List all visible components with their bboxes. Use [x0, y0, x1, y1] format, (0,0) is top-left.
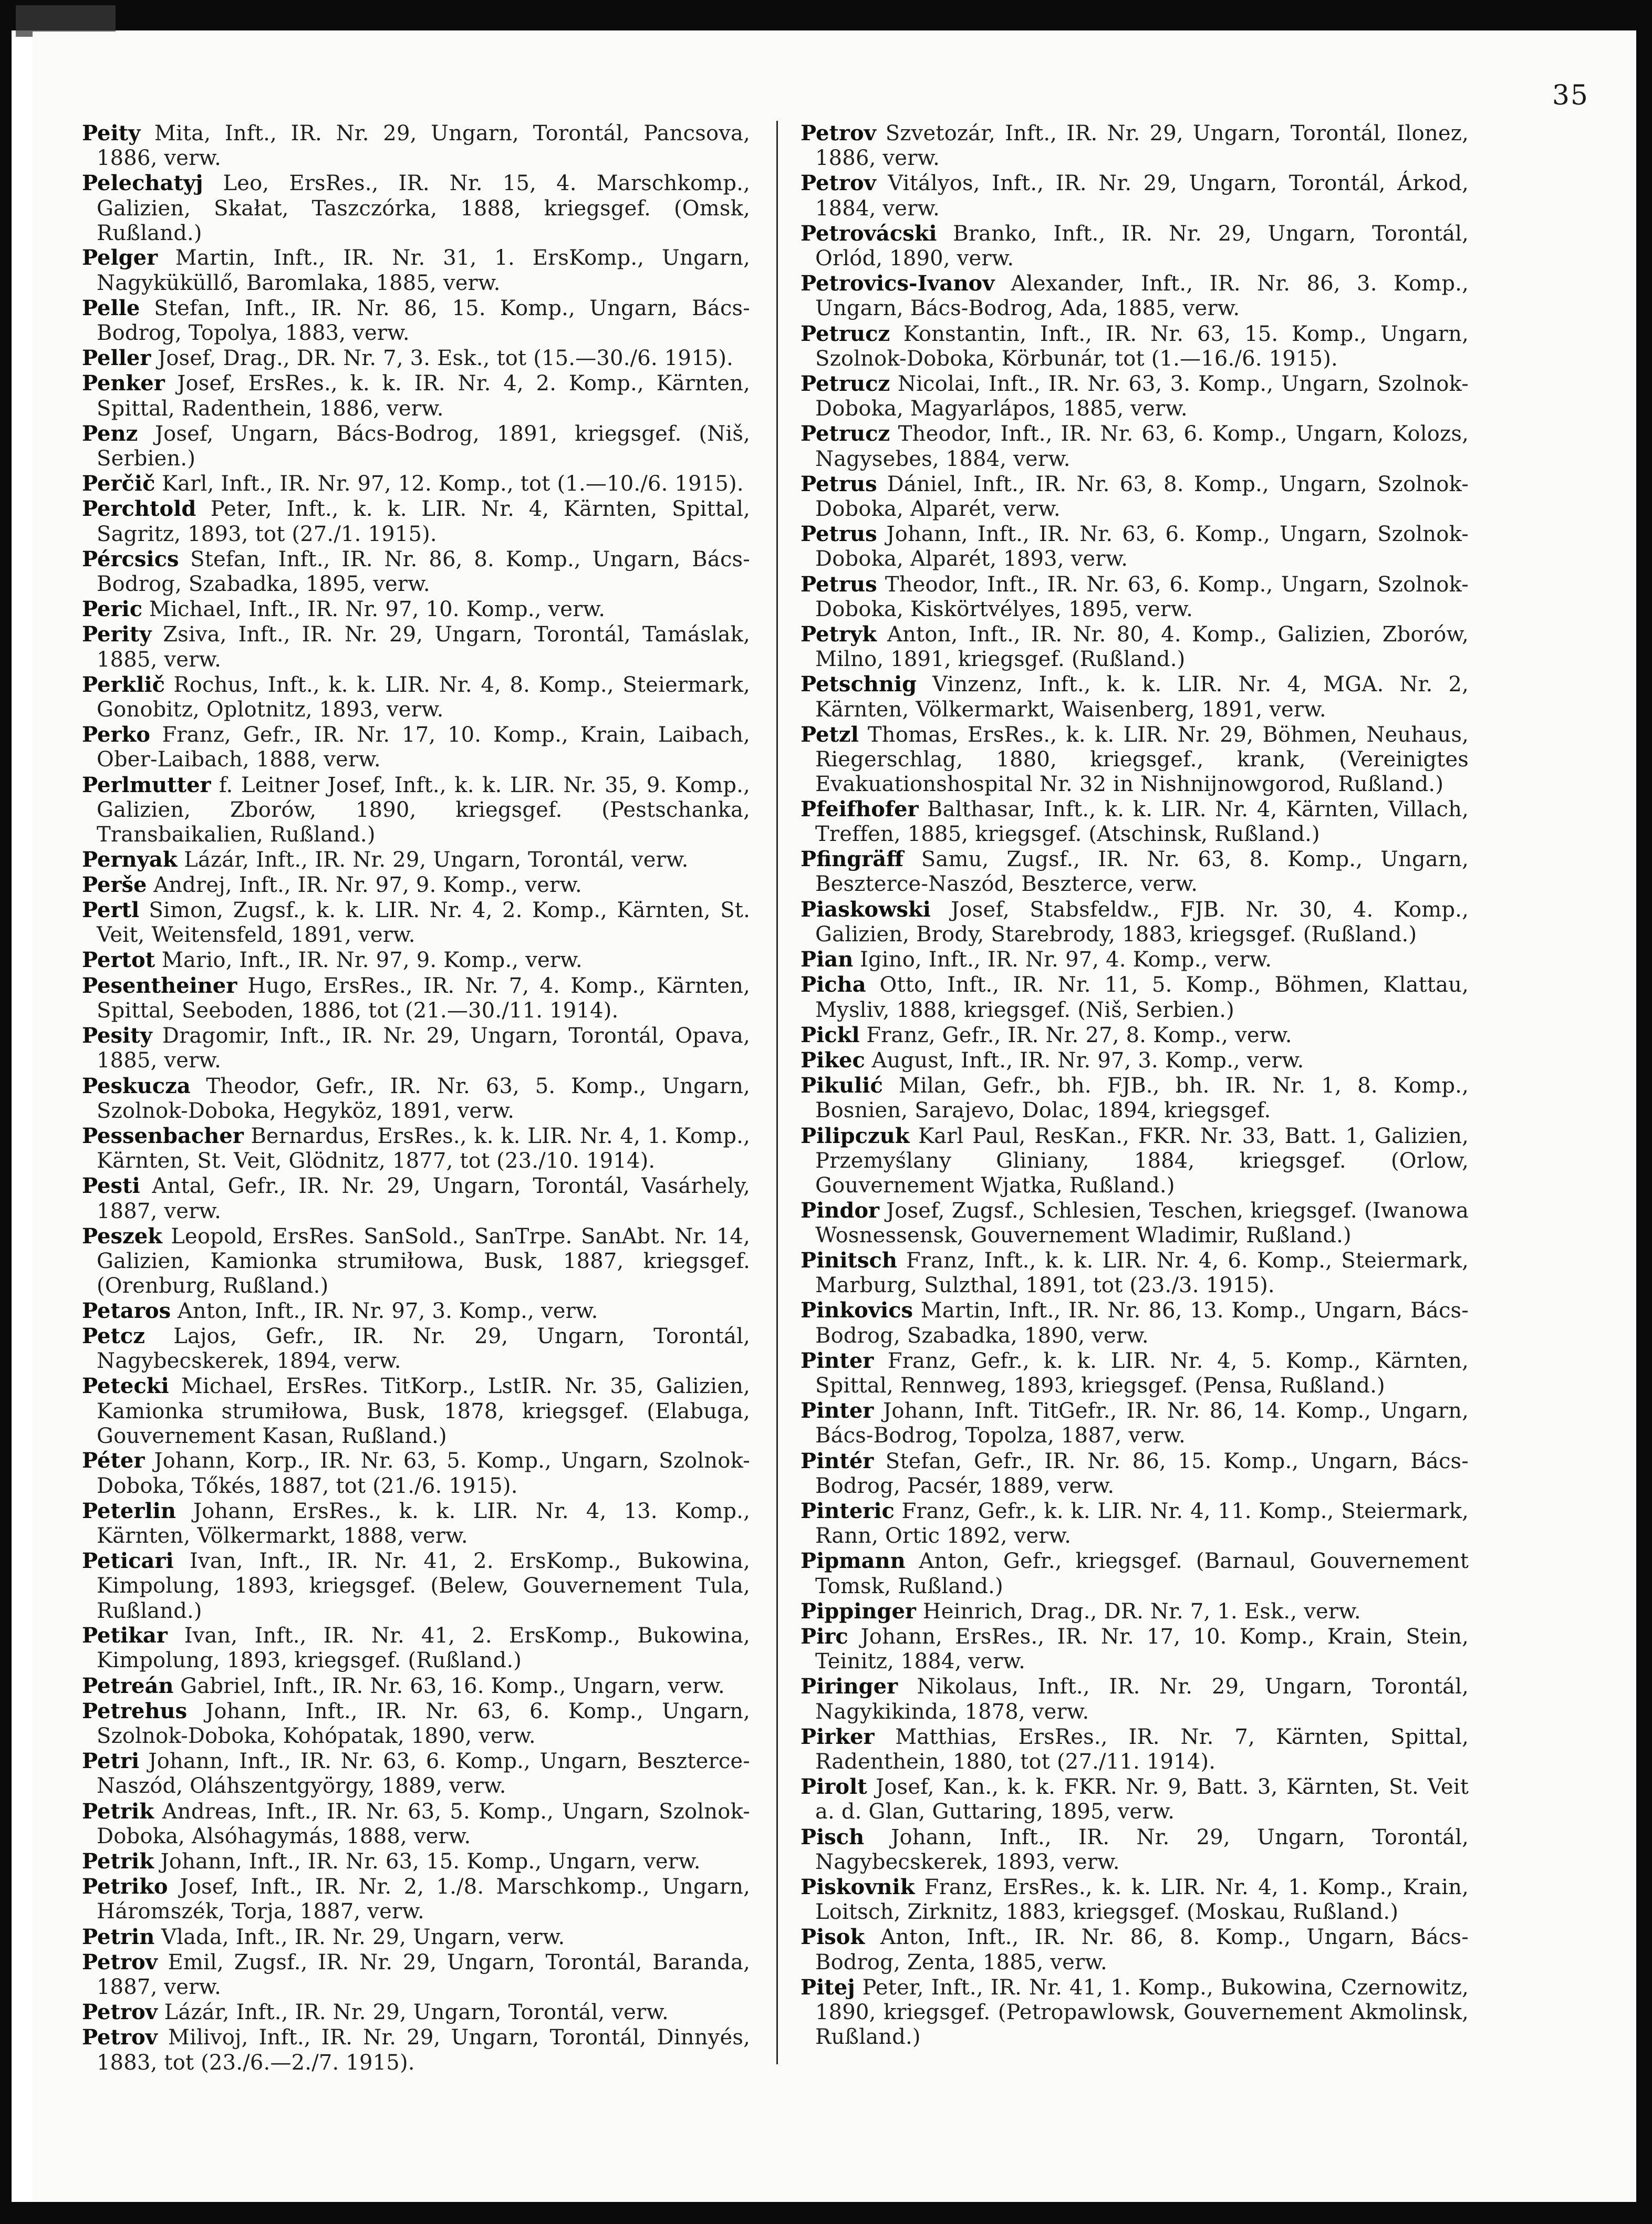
entry-surname: Pesentheiner	[82, 973, 237, 998]
document-page	[33, 32, 1636, 2202]
entry-surname: Petrin	[82, 1924, 155, 1949]
entry-surname: Petryk	[801, 622, 877, 647]
entry-surname: Perše	[82, 872, 147, 897]
entry-details: Peter, Inft., k. k. LIR. Nr. 4, Kärnten, Spittal, Sagritz, 1893, tot (27./1. 1915).	[97, 497, 750, 546]
entry-surname: Petrehus	[82, 1698, 188, 1723]
list-entry	[801, 672, 1469, 722]
entry-surname: Petrovics-Ivanov	[801, 271, 995, 296]
list-entry	[82, 1623, 750, 1673]
entry-surname: Pian	[801, 947, 854, 972]
entry-details: Josef, Ungarn, Bács-Bodrog, 1891, kriegsgef. (Niš, Serbien.)	[97, 421, 750, 471]
list-entry	[82, 1874, 750, 1924]
entry-surname: Pelger	[82, 245, 158, 271]
entry-details: Otto, Inft., IR. Nr. 11, 5. Komp., Böhmen, Klattau, Mysliv, 1888, kriegsgef. (Niš, Serbien.)	[815, 973, 1469, 1022]
list-entry	[801, 1398, 1469, 1448]
list-entry	[82, 1374, 750, 1448]
entry-details: f. Leitner Josef, Inft., k. k. LIR. Nr. 35, 9. Komp., Galizien, Zborów, 1890, kriegsgef. (Pestschanka, Transbaikalien, Rußland.)	[97, 773, 750, 847]
list-entry	[82, 773, 750, 847]
list-entry	[82, 496, 750, 546]
entry-details: Stefan, Inft., IR. Nr. 86, 8. Komp., Ungarn, Bács-Bodrog, Szabadka, 1895, verw.	[97, 547, 750, 597]
entry-details: Martin, Inft., IR. Nr. 86, 13. Komp., Ungarn, Bács-Bodrog, Szabadka, 1890, verw.	[815, 1298, 1469, 1348]
entry-surname: Pinter	[801, 1398, 874, 1423]
entry-details: Franz, Gefr., IR. Nr. 27, 8. Komp., verw.	[866, 1023, 1292, 1047]
entry-details: Franz, Gefr., k. k. LIR. Nr. 4, 5. Komp., Kärnten, Spittal, Rennweg, 1893, kriegsgef. (Pensa, Rußland.)	[815, 1348, 1469, 1398]
page-number: 35	[1552, 80, 1589, 111]
entry-surname: Piaskowski	[801, 897, 931, 922]
list-entry	[801, 1624, 1469, 1674]
entry-surname: Petrucz	[801, 371, 890, 397]
entry-surname: Perko	[82, 722, 150, 747]
entry-surname: Pfeifhofer	[801, 796, 919, 822]
entry-surname: Pisch	[801, 1824, 865, 1849]
list-entry	[801, 972, 1469, 1022]
entry-details: Johann, Inft., IR. Nr. 29, Ungarn, Torontál, Nagybecskerek, 1893, verw.	[815, 1825, 1469, 1874]
entry-details: Hugo, ErsRes., IR. Nr. 7, 4. Komp., Kärnten, Spittal, Seeboden, 1886, tot (21.—30./11. 1914).	[97, 973, 750, 1023]
entry-surname: Pesity	[82, 1023, 152, 1048]
list-entry	[82, 1298, 750, 1324]
entry-surname: Petrus	[801, 522, 877, 547]
entry-details: Heinrich, Drag., DR. Nr. 7, 1. Esk., verw.	[922, 1599, 1361, 1624]
list-entry	[82, 1699, 750, 1749]
list-entry	[82, 171, 750, 245]
entry-details: Vitályos, Inft., IR. Nr. 29, Ungarn, Torontál, Árkod, 1884, verw.	[815, 171, 1469, 221]
entry-surname: Petrik	[82, 1799, 154, 1824]
entry-surname: Pirc	[801, 1624, 848, 1649]
list-entry	[82, 2000, 750, 2025]
entry-details: Anton, Gefr., kriegsgef. (Barnaul, Gouvernement Tomsk, Rußland.)	[815, 1549, 1469, 1598]
list-entry	[801, 622, 1469, 672]
entry-details: Martin, Inft., IR. Nr. 31, 1. ErsKomp., Ungarn, Nagyküküllő, Baromlaka, 1885, verw.	[97, 246, 750, 295]
entry-surname: Petrovácski	[801, 221, 937, 246]
entry-details: Milan, Gefr., bh. FJB., bh. IR. Nr. 1, 8. Komp., Bosnien, Sarajevo, Dolac, 1894, kriegsgef.	[815, 1074, 1469, 1123]
entry-details: Johann, Inft., IR. Nr. 63, 6. Komp., Ungarn, Szolnok-Doboka, Kohópatak, 1890, verw.	[97, 1699, 750, 1748]
list-entry	[801, 1499, 1469, 1549]
list-entry	[82, 296, 750, 346]
left-column	[82, 121, 750, 2075]
entry-details: Ivan, Inft., IR. Nr. 41, 2. ErsKomp., Bukowina, Kimpolung, 1893, kriegsgef. (Belew, Gouvernement Tula, Rußland.)	[97, 1549, 750, 1623]
entry-details: Anton, Inft., IR. Nr. 80, 4. Komp., Galizien, Zborów, Milno, 1891, kriegsgef. (Rußland.)	[815, 622, 1469, 672]
entry-details: Nicolai, Inft., IR. Nr. 63, 3. Komp., Ungarn, Szolnok-Doboka, Magyarlápos, 1885, verw.	[815, 372, 1469, 421]
list-entry	[801, 1549, 1469, 1598]
list-entry	[801, 1298, 1469, 1348]
entry-details: Josef, ErsRes., k. k. IR. Nr. 4, 2. Komp., Kärnten, Spittal, Radenthein, 1886, verw.	[97, 371, 750, 421]
entry-details: Szvetozár, Inft., IR. Nr. 29, Ungarn, Torontál, Ilonez, 1886, verw.	[815, 121, 1469, 171]
list-entry	[801, 1198, 1469, 1248]
entry-details: Theodor, Gefr., IR. Nr. 63, 5. Komp., Ungarn, Szolnok-Doboka, Hegyköz, 1891, verw.	[97, 1074, 750, 1123]
entry-surname: Pelechatyj	[82, 171, 203, 196]
entry-details: Mita, Inft., IR. Nr. 29, Ungarn, Torontál, Pancsova, 1886, verw.	[97, 121, 750, 171]
list-entry	[82, 1324, 750, 1374]
list-entry	[82, 471, 750, 496]
list-entry	[82, 346, 750, 371]
entry-details: Josef, Inft., IR. Nr. 2, 1./8. Marschkomp., Ungarn, Háromszék, Torja, 1887, verw.	[97, 1875, 750, 1924]
entry-details: Dragomir, Inft., IR. Nr. 29, Ungarn, Torontál, Opava, 1885, verw.	[97, 1024, 750, 1073]
entry-surname: Pfingräff	[801, 847, 904, 872]
list-entry	[801, 1048, 1469, 1073]
entry-surname: Petri	[82, 1749, 140, 1774]
list-entry	[82, 1749, 750, 1799]
entry-surname: Peterlin	[82, 1498, 176, 1523]
entry-details: Rochus, Inft., k. k. LIR. Nr. 4, 8. Komp., Steiermark, Gonobitz, Oplotnitz, 1893, verw.	[97, 672, 750, 722]
list-entry	[82, 1549, 750, 1623]
entry-details: Stefan, Inft., IR. Nr. 86, 15. Komp., Ungarn, Bács-Bodrog, Topolya, 1883, verw.	[97, 296, 750, 346]
entry-surname: Pertot	[82, 948, 155, 973]
list-entry	[801, 897, 1469, 947]
entry-surname: Petschnig	[801, 672, 917, 697]
list-entry	[801, 1925, 1469, 1974]
list-entry	[82, 672, 750, 722]
entry-details: Branko, Inft., IR. Nr. 29, Ungarn, Torontál, Orlód, 1890, verw.	[815, 221, 1469, 271]
entry-details: Johann, Inft., IR. Nr. 63, 6. Komp., Ungarn, Beszterce-Naszód, Oláhszentgyörgy, 1889, verw.	[97, 1749, 750, 1799]
entry-surname: Pinitsch	[801, 1248, 897, 1273]
entry-details: Andrej, Inft., IR. Nr. 97, 9. Komp., verw.	[153, 872, 582, 897]
list-entry	[801, 1724, 1469, 1774]
entry-surname: Pisok	[801, 1925, 865, 1950]
list-entry	[82, 872, 750, 898]
entry-details: Johann, Korp., IR. Nr. 63, 5. Komp., Ungarn, Szolnok-Doboka, Tőkés, 1887, tot (21./6. 1915).	[97, 1449, 750, 1498]
entry-surname: Pinteric	[801, 1498, 895, 1523]
list-entry	[801, 371, 1469, 421]
entry-surname: Pirker	[801, 1724, 875, 1749]
entry-details: Mario, Inft., IR. Nr. 97, 9. Komp., verw.	[161, 948, 583, 973]
list-entry	[82, 245, 750, 295]
list-entry	[82, 597, 750, 622]
column-divider	[776, 121, 778, 2064]
entry-surname: Pércsics	[82, 546, 179, 571]
entry-surname: Petcz	[82, 1323, 145, 1348]
list-entry	[801, 221, 1469, 271]
list-entry	[82, 121, 750, 171]
entry-surname: Pippinger	[801, 1598, 916, 1624]
entry-details: Josef, Stabsfeldw., FJB. Nr. 30, 4. Komp., Galizien, Brody, Starebrody, 1883, kriegsgef. (Rußland.)	[815, 897, 1469, 947]
list-entry	[801, 121, 1469, 171]
list-entry	[82, 1674, 750, 1699]
entry-surname: Penker	[82, 371, 165, 396]
entry-details: Franz, ErsRes., k. k. LIR. Nr. 4, 1. Komp., Krain, Loitsch, Zirknitz, 1883, kriegsgef. (Moskau, Rußland.)	[815, 1875, 1469, 1925]
entry-surname: Petrucz	[801, 321, 890, 346]
list-entry	[82, 973, 750, 1023]
list-entry	[82, 1950, 750, 2000]
list-entry	[801, 722, 1469, 797]
entry-details: Leopold, ErsRes. SanSold., SanTrpe. SanAbt. Nr. 14, Galizien, Kamionka strumiłowa, Busk, 1887, kriegsgef. (Orenburg, Rußland.)	[97, 1224, 750, 1298]
entry-surname: Piringer	[801, 1674, 898, 1699]
entry-details: Leo, ErsRes., IR. Nr. 15, 4. Marschkomp., Galizien, Skałat, Taszczórka, 1888, kriegsgef. (Omsk, Rußland.)	[97, 171, 750, 245]
list-entry	[82, 371, 750, 421]
entry-details: Bernardus, ErsRes., k. k. LIR. Nr. 4, 1. Komp., Kärnten, St. Veit, Glödnitz, 1877, tot (23./10. 1914).	[97, 1124, 750, 1173]
entry-surname: Perchtold	[82, 496, 196, 522]
entry-details: Theodor, Inft., IR. Nr. 63, 6. Komp., Ungarn, Szolnok-Doboka, Kiskörtvélyes, 1895, verw.	[815, 572, 1469, 621]
entry-surname: Piskovnik	[801, 1875, 915, 1899]
entry-details: Emil, Zugsf., IR. Nr. 29, Ungarn, Torontál, Baranda, 1887, verw.	[97, 1950, 750, 1999]
entry-surname: Perklič	[82, 672, 165, 697]
entry-details: Johann, Inft., IR. Nr. 63, 15. Komp., Ungarn, verw.	[160, 1849, 701, 1874]
list-entry	[82, 1799, 750, 1849]
list-entry	[801, 171, 1469, 221]
list-entry	[801, 271, 1469, 321]
entry-surname: Peity	[82, 121, 141, 146]
entry-surname: Peric	[82, 597, 143, 622]
entry-details: Lajos, Gefr., IR. Nr. 29, Ungarn, Torontál, Nagybecskerek, 1894, verw.	[97, 1324, 750, 1374]
entry-details: Gabriel, Inft., IR. Nr. 63, 16. Komp., Ungarn, verw.	[180, 1674, 725, 1698]
entry-details: August, Inft., IR. Nr. 97, 3. Komp., verw.	[871, 1048, 1304, 1073]
list-entry	[801, 1674, 1469, 1724]
entry-surname: Pikec	[801, 1047, 865, 1073]
entry-surname: Petrov	[82, 2025, 158, 2050]
entry-surname: Pintér	[801, 1448, 874, 1473]
entry-surname: Petrucz	[801, 421, 890, 446]
entry-details: Matthias, ErsRes., IR. Nr. 7, Kärnten, Spittal, Radenthein, 1880, tot (27./11. 1914).	[815, 1724, 1469, 1774]
entry-details: Anton, Inft., IR. Nr. 97, 3. Komp., verw.	[177, 1298, 598, 1323]
entry-surname: Petrus	[801, 571, 877, 597]
entry-details: Karl Paul, ResKan., FKR. Nr. 33, Batt. 1, Galizien, Przemyślany Gliniany, 1884, kriegsgef. (Orlow, Gouvernement Wjatka, Rußland.)	[815, 1124, 1469, 1198]
entry-details: Andreas, Inft., IR. Nr. 63, 5. Komp., Ungarn, Szolnok-Doboka, Alsóhagymás, 1888, verw.	[97, 1799, 750, 1848]
entry-details: Franz, Gefr., k. k. LIR. Nr. 4, 11. Komp., Steiermark, Rann, Ortic 1892, verw.	[815, 1499, 1469, 1549]
entry-details: Lázár, Inft., IR. Nr. 29, Ungarn, Torontál, verw.	[184, 847, 689, 872]
entry-surname: Perčič	[82, 471, 155, 496]
entry-surname: Petrus	[801, 471, 877, 496]
list-entry	[82, 1023, 750, 1073]
list-entry	[82, 1224, 750, 1298]
list-entry	[82, 2025, 750, 2075]
entry-surname: Petecki	[82, 1374, 169, 1399]
list-entry	[801, 1248, 1469, 1298]
entry-surname: Pernyak	[82, 847, 178, 872]
list-entry	[82, 547, 750, 597]
entry-details: Ivan, Inft., IR. Nr. 41, 2. ErsKomp., Bukowina, Kimpolung, 1893, kriegsgef. (Rußland.)	[97, 1624, 750, 1673]
entry-surname: Pirolt	[801, 1774, 867, 1800]
list-entry	[82, 898, 750, 948]
entry-surname: Perlmutter	[82, 772, 211, 797]
entry-details: Josef, Kan., k. k. FKR. Nr. 9, Batt. 3, Kärnten, St. Veit a. d. Glan, Guttaring, 1895, verw.	[815, 1775, 1469, 1824]
list-entry	[82, 421, 750, 471]
entry-details: Lázár, Inft., IR. Nr. 29, Ungarn, Torontál, verw.	[164, 2000, 669, 2025]
entry-details: Karl, Inft., IR. Nr. 97, 12. Komp., tot (1.—10./6. 1915).	[162, 472, 744, 496]
entry-surname: Penz	[82, 421, 138, 446]
entry-details: Igino, Inft., IR. Nr. 97, 4. Komp., verw.	[860, 948, 1272, 972]
entry-details: Milivoj, Inft., IR. Nr. 29, Ungarn, Torontál, Dinnyés, 1883, tot (23./6.—2./7. 1915).	[97, 2025, 750, 2075]
list-entry	[801, 1774, 1469, 1824]
entry-details: Balthasar, Inft., k. k. LIR. Nr. 4, Kärnten, Villach, Treffen, 1885, kriegsgef. (Atschinsk, Rußland.)	[815, 797, 1469, 847]
entry-details: Alexander, Inft., IR. Nr. 86, 3. Komp., Ungarn, Bács-Bodrog, Ada, 1885, verw.	[815, 272, 1469, 321]
entry-surname: Pickl	[801, 1022, 860, 1047]
list-entry	[801, 1975, 1469, 2050]
list-entry	[82, 1124, 750, 1173]
list-entry	[801, 947, 1469, 972]
entry-details: Simon, Zugsf., k. k. LIR. Nr. 4, 2. Komp., Kärnten, St. Veit, Weitensfeld, 1891, verw.	[97, 898, 750, 948]
entry-details: Johann, Inft. TitGefr., IR. Nr. 86, 14. Komp., Ungarn, Bács-Bodrog, Topolza, 1887, verw.	[815, 1399, 1469, 1448]
list-entry	[801, 1599, 1469, 1624]
entry-details: Anton, Inft., IR. Nr. 86, 8. Komp., Ungarn, Bács-Bodrog, Zenta, 1885, verw.	[815, 1925, 1469, 1974]
list-entry	[801, 1023, 1469, 1048]
entry-surname: Péter	[82, 1448, 145, 1473]
list-entry	[801, 1348, 1469, 1398]
entry-details: Michael, ErsRes. TitKorp., LstIR. Nr. 35, Galizien, Kamionka strumiłowa, Busk, 1878, kriegsgef. (Elabuga, Gouvernement Kasan, Rußland.)	[97, 1374, 750, 1448]
list-entry	[801, 1449, 1469, 1499]
list-entry	[801, 1124, 1469, 1198]
entry-details: Vlada, Inft., IR. Nr. 29, Ungarn, verw.	[161, 1925, 565, 1949]
entry-surname: Petrov	[801, 171, 876, 196]
entry-surname: Petaros	[82, 1298, 171, 1323]
entry-details: Franz, Inft., k. k. LIR. Nr. 4, 6. Komp., Steiermark, Marburg, Sulzthal, 1891, tot (23./3. 1915).	[815, 1248, 1469, 1298]
entry-surname: Pessenbacher	[82, 1123, 244, 1148]
list-entry	[801, 1073, 1469, 1123]
entry-surname: Petrov	[801, 121, 876, 146]
entry-details: Franz, Gefr., IR. Nr. 17, 10. Komp., Krain, Laibach, Ober-Laibach, 1888, verw.	[97, 723, 750, 772]
entry-surname: Pinter	[801, 1348, 874, 1373]
list-entry	[801, 797, 1469, 847]
entry-surname: Pertl	[82, 898, 140, 923]
list-entry	[801, 321, 1469, 371]
entry-surname: Peskucza	[82, 1073, 191, 1098]
list-entry	[82, 1173, 750, 1223]
list-entry	[801, 472, 1469, 522]
list-entry	[801, 847, 1469, 897]
right-column	[801, 121, 1469, 2050]
list-entry	[801, 1875, 1469, 1925]
entry-surname: Petrov	[82, 2000, 158, 2025]
entry-details: Nikolaus, Inft., IR. Nr. 29, Ungarn, Torontál, Nagykikinda, 1878, verw.	[815, 1675, 1469, 1724]
entry-surname: Pikulić	[801, 1073, 883, 1098]
entry-details: Konstantin, Inft., IR. Nr. 63, 15. Komp., Ungarn, Szolnok-Doboka, Körbunár, tot (1.—16./6. 1915).	[815, 321, 1469, 371]
entry-details: Vinzenz, Inft., k. k. LIR. Nr. 4, MGA. Nr. 2, Kärnten, Völkermarkt, Waisenberg, 1891, verw.	[815, 672, 1469, 722]
entry-details: Johann, Inft., IR. Nr. 63, 6. Komp., Ungarn, Szolnok-Doboka, Alparét, 1893, verw.	[815, 522, 1469, 571]
list-entry	[82, 948, 750, 973]
entry-surname: Pitej	[801, 1974, 855, 2000]
entry-surname: Petriko	[82, 1874, 168, 1899]
entry-surname: Peticari	[82, 1549, 174, 1574]
list-entry	[801, 1825, 1469, 1875]
entry-surname: Pesti	[82, 1173, 140, 1199]
entry-surname: Perity	[82, 622, 152, 647]
entry-surname: Petikar	[82, 1623, 168, 1648]
entry-details: Michael, Inft., IR. Nr. 97, 10. Komp., verw.	[149, 597, 606, 622]
entry-surname: Pindor	[801, 1198, 880, 1223]
entry-surname: Pinkovics	[801, 1298, 913, 1323]
list-entry	[82, 1849, 750, 1874]
entry-surname: Pipmann	[801, 1549, 906, 1574]
list-entry	[82, 622, 750, 672]
entry-surname: Petrik	[82, 1848, 154, 1874]
entry-details: Johann, ErsRes., k. k. LIR. Nr. 4, 13. Komp., Kärnten, Völkermarkt, 1888, verw.	[97, 1499, 750, 1548]
entry-surname: Petzl	[801, 722, 859, 747]
entry-details: Dániel, Inft., IR. Nr. 63, 8. Komp., Ungarn, Szolnok-Doboka, Alparét, verw.	[815, 472, 1469, 522]
list-entry	[82, 1448, 750, 1498]
entry-surname: Pelle	[82, 295, 140, 320]
list-entry	[801, 572, 1469, 622]
entry-surname: Picha	[801, 972, 866, 997]
list-entry	[82, 1499, 750, 1549]
entry-details: Josef, Zugsf., Schlesien, Teschen, kriegsgef. (Iwanowa Wosnessensk, Gouvernement Wladimir, Rußland.)	[815, 1198, 1469, 1248]
entry-surname: Pilipczuk	[801, 1123, 910, 1148]
entry-surname: Petreán	[82, 1673, 174, 1698]
list-entry	[82, 1925, 750, 1950]
entry-details: Zsiva, Inft., IR. Nr. 29, Ungarn, Torontál, Tamáslak, 1885, verw.	[97, 622, 750, 672]
entry-surname: Peszek	[82, 1223, 162, 1249]
entry-details: Josef, Drag., DR. Nr. 7, 3. Esk., tot (15.—30./6. 1915).	[158, 346, 734, 371]
list-entry	[82, 847, 750, 872]
entry-details: Antal, Gefr., IR. Nr. 29, Ungarn, Torontál, Vasárhely, 1887, verw.	[97, 1174, 750, 1223]
entry-details: Samu, Zugsf., IR. Nr. 63, 8. Komp., Ungarn, Beszterce-Naszód, Beszterce, verw.	[815, 847, 1469, 897]
entry-details: Johann, ErsRes., IR. Nr. 17, 10. Komp., Krain, Stein, Teinitz, 1884, verw.	[815, 1624, 1469, 1674]
entry-details: Stefan, Gefr., IR. Nr. 86, 15. Komp., Ungarn, Bács-Bodrog, Pacsér, 1889, verw.	[815, 1449, 1469, 1498]
list-entry	[82, 1074, 750, 1124]
entry-details: Peter, Inft., IR. Nr. 41, 1. Komp., Bukowina, Czernowitz, 1890, kriegsgef. (Petropawlowsk, Gouvernement Akmolinsk, Rußland.)	[815, 1975, 1469, 2050]
entry-surname: Petrov	[82, 1949, 158, 1974]
entry-details: Theodor, Inft., IR. Nr. 63, 6. Komp., Ungarn, Kolozs, Nagysebes, 1884, verw.	[815, 422, 1469, 471]
list-entry	[801, 421, 1469, 471]
entry-surname: Peller	[82, 346, 151, 371]
list-entry	[82, 722, 750, 772]
entry-details: Thomas, ErsRes., k. k. LIR. Nr. 29, Böhmen, Neuhaus, Riegerschlag, 1880, kriegsgef., krank, (Vereinigtes Evakuationshospital Nr. 32 in Nishnijnowgorod, Rußland.)	[815, 722, 1469, 797]
list-entry	[801, 522, 1469, 571]
